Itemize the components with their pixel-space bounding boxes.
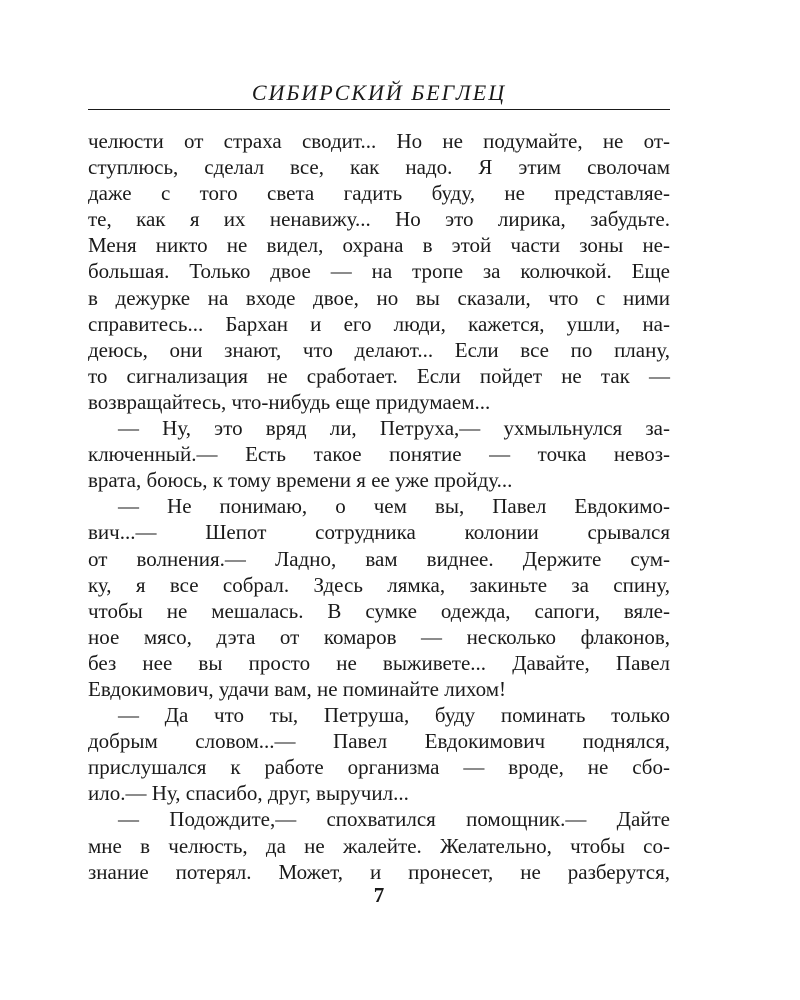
text-line: ку, я все собрал. Здесь лямка, закиньте за спину,	[88, 572, 670, 597]
text-line: челюсти от страха сводит... Но не подумайте, не от-	[88, 129, 670, 153]
text-line: Меня никто не видел, охрана в этой части зоны не-	[88, 233, 670, 258]
text-line: врата, боюсь, к тому времени я ее уже пройду...	[88, 468, 513, 493]
text-line: ное мясо, дэта от комаров — несколько флаконов,	[88, 624, 670, 649]
header-divider	[88, 109, 670, 110]
text-line: возвращайтесь, что-нибудь еще придумаем...	[88, 389, 491, 414]
text-line: то сигнализация не сработает. Если пойдет не так —	[88, 363, 670, 388]
text-line: в дежурке на входе двое, но вы сказали, что с ними	[88, 285, 670, 310]
text-line: без нее вы просто не выживете... Давайте, Павел	[88, 650, 670, 675]
text-line: большая. Только двое — на тропе за колючкой. Еще	[88, 259, 670, 284]
text-line: знание потерял. Может, и пронесет, не разберутся,	[88, 859, 670, 884]
text-line: добрым словом...— Павел Евдокимович поднялся,	[88, 729, 670, 754]
text-line: — Ну, это вряд ли, Петруха,— ухмыльнулся за-	[118, 416, 670, 441]
text-line: мне в челюсть, да не жалейте. Желательно, чтобы со-	[88, 833, 670, 858]
text-line: — Да что ты, Петруша, буду поминать только	[118, 703, 670, 728]
text-line: ило.— Ну, спасибо, друг, выручил...	[88, 781, 409, 806]
text-line: даже с того света гадить буду, не представляе-	[88, 181, 670, 206]
running-header-title: СИБИРСКИЙ БЕГЛЕЦ	[251, 80, 507, 105]
text-line: чтобы не мешалась. В сумке одежда, сапоги, вяле-	[88, 598, 670, 623]
text-line: те, как я их ненавижу... Но это лирика, забудьте.	[88, 207, 670, 232]
text-line: справитесь... Бархан и его люди, кажется, ушли, на-	[88, 311, 670, 336]
text-line: прислушался к работе организма — вроде, не сбо-	[88, 755, 670, 780]
text-line: ступлюсь, сделал все, как надо. Я этим сволочам	[88, 155, 670, 180]
text-line: Евдокимович, удачи вам, не поминайте лихом!	[88, 676, 507, 701]
body-text	[88, 128, 670, 885]
page-number: 7	[373, 883, 385, 907]
text-line: — Не понимаю, о чем вы, Павел Евдокимо-	[118, 494, 670, 519]
text-line: деюсь, они знают, что делают... Если все по плану,	[88, 337, 670, 362]
text-line: вич...— Шепот сотрудника колонии срывался	[88, 520, 670, 545]
text-line: ключенный.— Есть такое понятие — точка невоз-	[88, 442, 670, 467]
text-line: от волнения.— Ладно, вам виднее. Держите сум-	[88, 546, 670, 571]
text-line: — Подождите,— спохватился помощник.— Дайте	[118, 807, 670, 832]
